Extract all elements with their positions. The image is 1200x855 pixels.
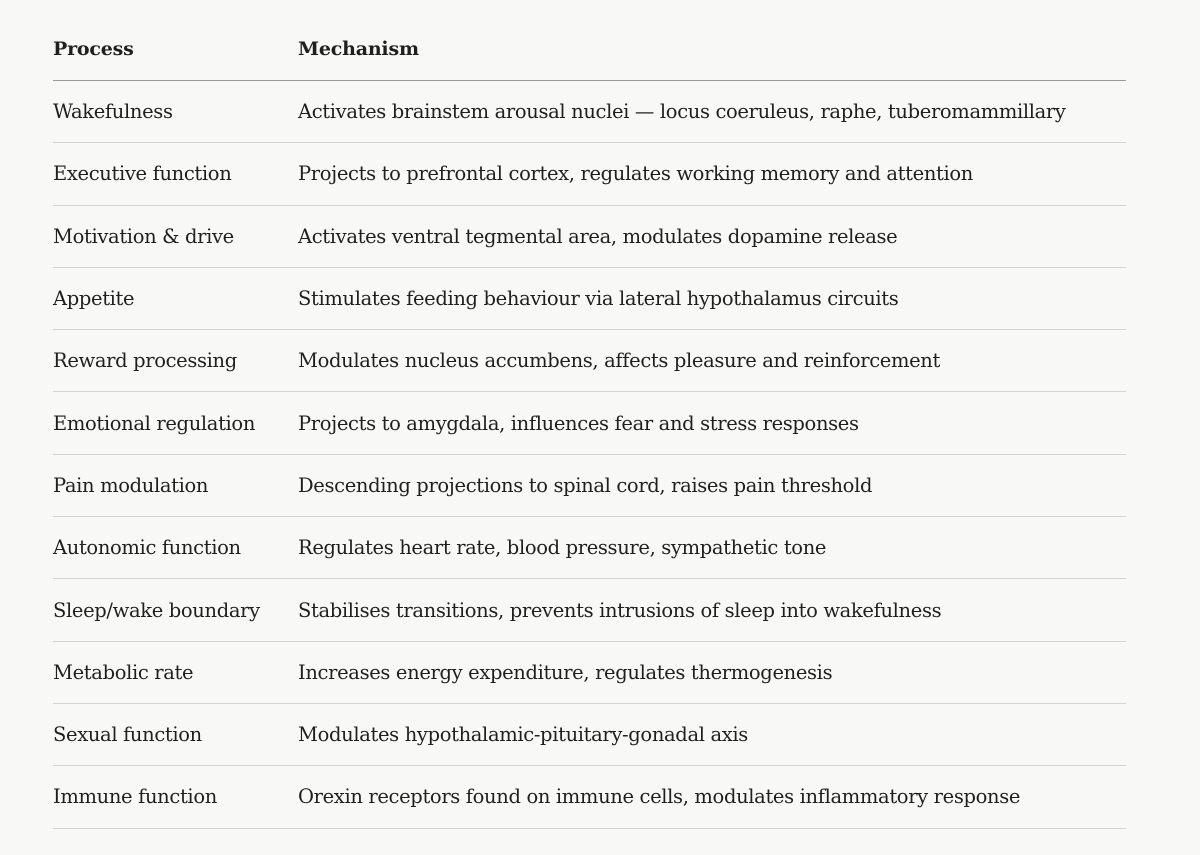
mechanism-cell: Modulates nucleus accumbens, affects pleasure and reinforcement bbox=[298, 349, 940, 373]
process-cell: Sexual function bbox=[53, 723, 202, 747]
table-row bbox=[53, 579, 1126, 641]
process-cell: Motivation & drive bbox=[53, 224, 234, 248]
process-cell: Executive function bbox=[53, 162, 232, 186]
column-header-mechanism: Mechanism bbox=[298, 38, 419, 60]
process-cell: Wakefulness bbox=[53, 100, 173, 124]
table-row bbox=[53, 206, 1126, 268]
mechanism-cell: Stimulates feeding behaviour via lateral hypothalamus circuits bbox=[298, 287, 899, 311]
process-cell: Emotional regulation bbox=[53, 411, 256, 435]
table-row bbox=[53, 268, 1126, 330]
process-cell: Appetite bbox=[53, 287, 135, 311]
table-row bbox=[53, 81, 1126, 143]
mechanism-cell: Stabilises transitions, prevents intrusions of sleep into wakefulness bbox=[298, 598, 942, 622]
table-row bbox=[53, 766, 1126, 828]
mechanism-cell: Activates brainstem arousal nuclei — locus coeruleus, raphe, tuberomammillary bbox=[298, 100, 1066, 124]
mechanism-cell: Orexin receptors found on immune cells, modulates inflammatory response bbox=[298, 785, 1021, 809]
mechanism-cell: Projects to prefrontal cortex, regulates working memory and attention bbox=[298, 162, 974, 186]
mechanism-cell: Projects to amygdala, influences fear and stress responses bbox=[298, 411, 859, 435]
process-cell: Immune function bbox=[53, 785, 217, 809]
mechanism-cell: Modulates hypothalamic-pituitary-gonadal axis bbox=[298, 723, 748, 747]
process-cell: Reward processing bbox=[53, 349, 237, 373]
table-row bbox=[53, 330, 1126, 392]
table-row bbox=[53, 517, 1126, 579]
process-cell: Pain modulation bbox=[53, 473, 209, 497]
process-cell: Autonomic function bbox=[53, 536, 241, 560]
mechanism-cell: Regulates heart rate, blood pressure, sympathetic tone bbox=[298, 536, 827, 560]
table-row bbox=[53, 704, 1126, 766]
mechanism-cell: Increases energy expenditure, regulates thermogenesis bbox=[298, 660, 833, 684]
process-mechanism-table bbox=[53, 18, 1126, 829]
mechanism-cell: Descending projections to spinal cord, raises pain threshold bbox=[298, 473, 873, 497]
mechanism-cell: Activates ventral tegmental area, modulates dopamine release bbox=[298, 224, 898, 248]
table-row bbox=[53, 143, 1126, 205]
process-cell: Sleep/wake boundary bbox=[53, 598, 260, 622]
process-cell: Metabolic rate bbox=[53, 660, 194, 684]
column-header-process: Process bbox=[53, 38, 134, 60]
table-header-row bbox=[53, 18, 1126, 81]
table-row bbox=[53, 455, 1126, 517]
table-row bbox=[53, 392, 1126, 454]
table-row bbox=[53, 642, 1126, 704]
